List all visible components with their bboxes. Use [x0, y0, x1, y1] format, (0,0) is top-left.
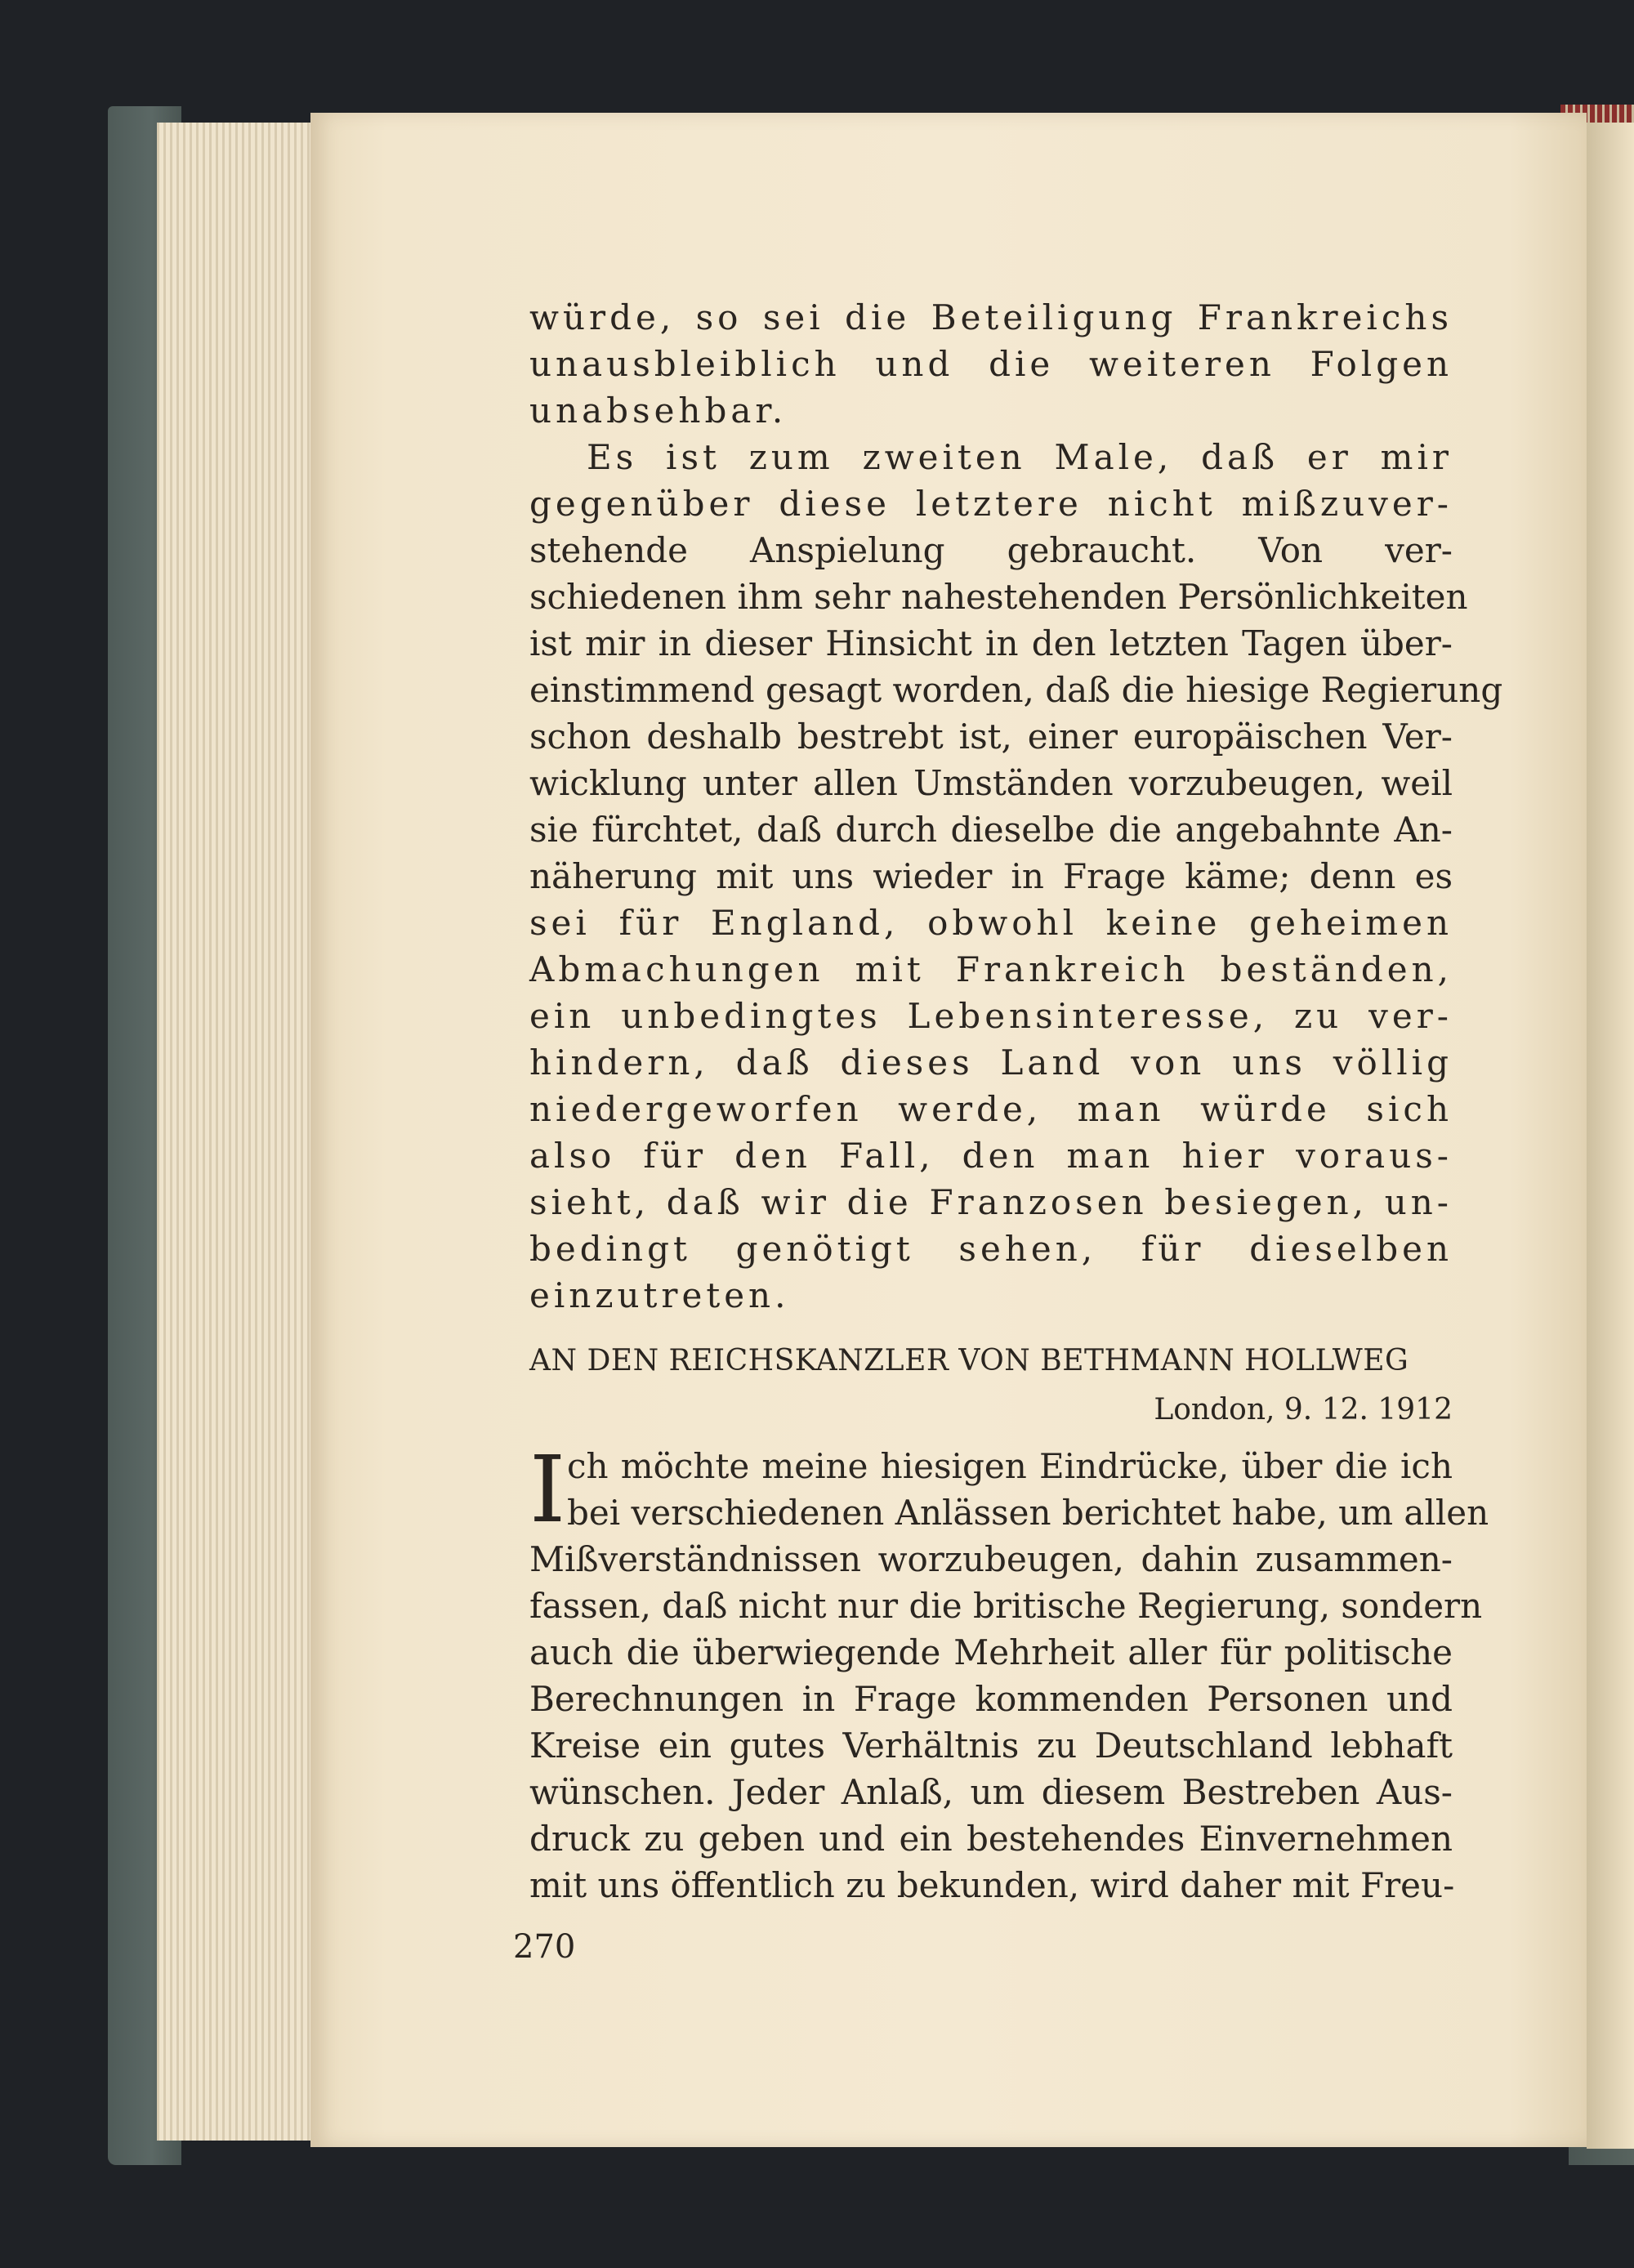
text-line: näherung mit uns wieder in Frage käme; denn es [529, 856, 1453, 896]
text-line: sei für England, obwohl keine geheimen [529, 903, 1453, 943]
text-line: einstimmend gesagt worden, daß die hiesige Regierung [529, 670, 1503, 710]
text-line: also für den Fall, den man hier voraus- [529, 1136, 1453, 1176]
text-line: ch möchte meine hiesigen Eindrücke, über die ich [567, 1446, 1453, 1486]
text-line: wicklung unter allen Umständen vorzubeugen, weil [529, 763, 1453, 803]
text-line: Es ist zum zweiten Male, daß er mir [587, 437, 1453, 477]
text-line: druck zu geben und ein bestehendes Einvernehmen [529, 1819, 1453, 1859]
text-line: ist mir in dieser Hinsicht in den letzten Tagen über- [529, 623, 1453, 663]
text-line: stehende Anspielung gebraucht. Von ver- [529, 530, 1453, 570]
text-line: unabsehbar. [529, 391, 788, 431]
page-number: 270 [513, 1928, 576, 1966]
letter-body [529, 1437, 1489, 1909]
text-line: hindern, daß dieses Land von uns völlig [529, 1042, 1453, 1083]
text-line: niedergeworfen werde, man würde sich [529, 1089, 1453, 1129]
text-line: Abmachungen mit Frankreich beständen, [529, 949, 1453, 989]
text-line: auch die überwiegende Mehrheit aller für politische [529, 1632, 1453, 1672]
page-edges [157, 123, 320, 2141]
letter-heading: AN DEN REICHSKANZLER VON BETHMANN HOLLWEG [529, 1344, 1409, 1377]
text-line: Berechnungen in Frage kommenden Personen und [529, 1679, 1453, 1719]
text-line: bedingt genötigt sehen, für dieselben [529, 1229, 1453, 1269]
drop-cap: I [529, 1437, 566, 1543]
facing-page-edge [1587, 123, 1634, 2149]
text-line: fassen, daß nicht nur die britische Regierung, sondern [529, 1586, 1483, 1626]
letter-dateline: London, 9. 12. 1912 [1154, 1393, 1453, 1426]
text-line: Kreise ein gutes Verhältnis zu Deutschland lebhaft [529, 1726, 1453, 1766]
text-line: schiedenen ihm sehr nahestehenden Persönlichkeiten [529, 577, 1468, 617]
text-line: mit uns öffentlich zu bekunden, wird daher mit Freu- [529, 1865, 1455, 1905]
text-line: wünschen. Jeder Anlaß, um diesem Bestreben Aus- [529, 1772, 1453, 1812]
text-line: sie fürchtet, daß durch dieselbe die angebahnte An- [529, 810, 1453, 850]
text-line: einzutreten. [529, 1275, 790, 1315]
text-line: würde, so sei die Beteiligung Frankreichs [529, 297, 1453, 337]
text-line: sieht, daß wir die Franzosen besiegen, un- [529, 1182, 1453, 1222]
text-line: bei verschiedenen Anlässen berichtet habe, um allen [567, 1493, 1489, 1533]
text-line: schon deshalb bestrebt ist, einer europäischen Ver- [529, 717, 1453, 757]
page-text [529, 294, 1503, 1909]
text-line: Mißverständnissen worzubeugen, dahin zusammen- [529, 1539, 1453, 1579]
text-line: unausbleiblich und die weiteren Folgen [529, 344, 1453, 384]
text-line: gegenüber diese letztere nicht mißzuver- [529, 484, 1453, 524]
text-line: ein unbedingtes Lebensinteresse, zu ver- [529, 996, 1453, 1036]
